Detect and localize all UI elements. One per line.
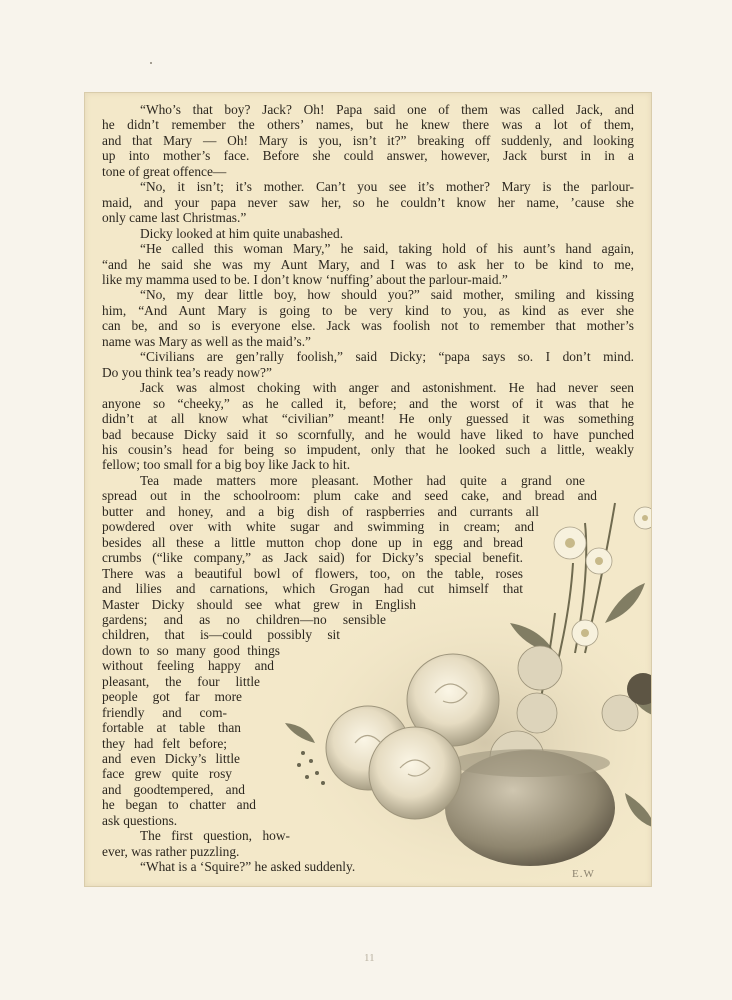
text-line: fellow; too small for a big boy like Jack to hit. [102, 457, 351, 473]
text-line: gardens; and as no children—no sensible [102, 611, 386, 627]
paragraph-1 [102, 102, 634, 179]
text-line: tone of great offence— [102, 163, 227, 179]
text-line: “What is a ‘Squire?” he asked suddenly. [140, 859, 356, 875]
text-line: name was Mary as well as the maid’s.” [102, 333, 311, 349]
text-line: pleasant, the four little [102, 673, 260, 689]
text-line: Do you think tea’s ready now?” [102, 364, 272, 380]
text-line: and lilies and carnations, which Grogan had cut himself that [102, 581, 523, 597]
text-line: Tea made matters more pleasant. Mother had quite a grand one [140, 472, 585, 488]
text-line: powdered over with white sugar and swimming in cream; and [102, 519, 534, 535]
story-text [102, 102, 634, 875]
paragraph-5 [102, 287, 634, 349]
paragraph-4 [102, 241, 634, 287]
page-number: 11 [364, 952, 375, 964]
text-line: can be, and so is everyone else. Jack was foolish not to remember that mother’s [102, 318, 634, 334]
text-line: fortable at table than [102, 720, 241, 736]
text-line: besides all these a little mutton chop done up in egg and bread [102, 534, 523, 550]
text-line: his cousin’s head for being so impudent, only that he looked such a little, weakly [102, 441, 634, 457]
text-line: he didn’t remember the others’ names, but he knew there was a lot of them, [102, 117, 634, 133]
text-line: “Who’s that boy? Jack? Oh! Papa said one of them was called Jack, and [140, 102, 634, 117]
text-line: “Civilians are gen’rally foolish,” said Dicky; “papa says so. I don’t mind. [140, 349, 634, 365]
text-line: and that Mary — Oh! Mary is you, isn’t it?” breaking off suddenly, and looking [102, 132, 634, 148]
paragraph-6 [102, 349, 634, 380]
illustrator-signature: E.W [572, 868, 595, 880]
text-line: like my mamma used to be. I don’t know ‘nuffing’ about the parlour-maid.” [102, 271, 508, 287]
text-line: butter and honey, and a big dish of raspberries and currants all [102, 503, 539, 519]
text-line: up into mother’s face. Before she could answer, however, Jack burst in in a [102, 148, 634, 164]
text-line: down to so many good things [102, 642, 280, 658]
text-line: There was a beautiful bowl of flowers, too, on the table, roses [102, 565, 523, 581]
text-line: he began to chatter and [102, 797, 256, 813]
text-line: “No, it isn’t; it’s mother. Can’t you see it’s mother? Mary is the parlour- [140, 179, 634, 195]
text-line: “He called this woman Mary,” he said, taking hold of his aunt’s hand again, [140, 241, 634, 257]
text-line: only came last Christmas.” [102, 210, 247, 226]
text-line: Master Dicky should see what grew in English [102, 596, 416, 612]
text-line: “No, my dear little boy, how should you?” said mother, smiling and kissing [140, 287, 634, 303]
text-line: without feeling happy and [102, 658, 274, 674]
text-line: they had felt before; [102, 735, 227, 751]
text-line: face grew quite rosy [102, 766, 232, 782]
text-line: and even Dicky’s little [102, 751, 240, 767]
paragraph-8 [102, 473, 634, 828]
text-line: ever, was rather puzzling. [102, 843, 240, 859]
text-line: crumbs (“like company,” as Jack said) for Dicky’s special benefit. [102, 550, 523, 566]
text-line: ask questions. [102, 812, 178, 828]
text-line: didn’t at all know what “civilian” meant! He only guessed it was something [102, 411, 634, 427]
paragraph-3 [102, 226, 634, 241]
illustrated-text-plate [84, 92, 652, 887]
paragraph-2 [102, 179, 634, 225]
text-line: Jack was almost choking with anger and astonishment. He had never seen [140, 380, 634, 396]
text-line: maid, and your papa never saw her, so he couldn’t know her name, ’cause she [102, 194, 634, 210]
text-line: spread out in the schoolroom: plum cake and seed cake, and bread and [102, 488, 597, 504]
text-line: children, that is—could possibly sit [102, 627, 340, 643]
text-line: “and he said she was my Aunt Mary, and I was to ask her to be kind to me, [102, 256, 634, 272]
paragraph-7 [102, 380, 634, 473]
paragraph-9 [102, 828, 634, 874]
text-line: people got far more [102, 689, 242, 705]
text-line: Dicky looked at him quite unabashed. [140, 225, 344, 241]
text-line: friendly and com- [102, 704, 227, 720]
text-line: anyone so “cheeky,” as he called it, before; and the worst of it was that he [102, 395, 634, 411]
text-line: bad because Dicky said it so scornfully, and he would have liked to have punched [102, 426, 634, 442]
text-line: him, “And Aunt Mary is going to be very kind to you, as kind as ever she [102, 302, 634, 318]
text-line: and goodtempered, and [102, 781, 245, 797]
text-line: The first question, how- [140, 828, 290, 844]
page-speck [150, 62, 152, 64]
